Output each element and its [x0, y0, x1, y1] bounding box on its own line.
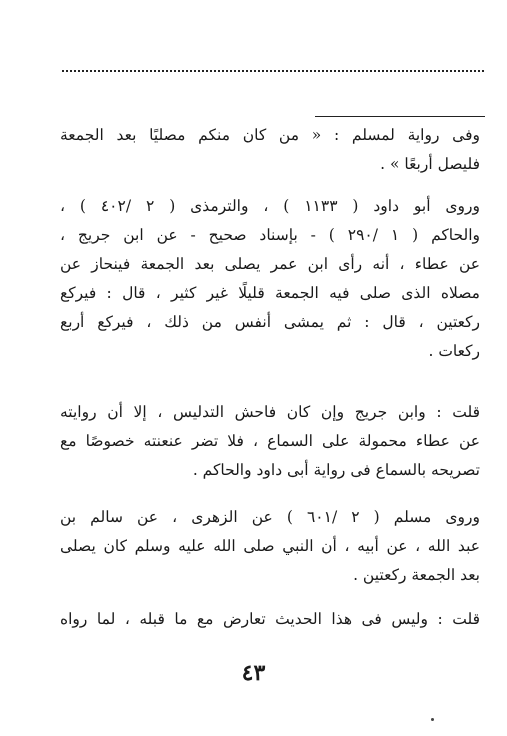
page-number: ٤٣ [241, 660, 266, 686]
paragraph-muslim-zuhri-narration [60, 503, 480, 590]
text-line: عبد الله ، عن أبيه ، أن النبي صلى الله عليه وسلم كان يصلى [60, 537, 480, 555]
text-line: فليصل أربعًا » . [380, 155, 480, 173]
text-line: عن عطاء محمولة على السماع ، فلا تضر عنعنته خصوصًا مع [60, 432, 480, 450]
paragraph-muslim-narration [60, 121, 480, 179]
paragraph-ibn-jurayj-comment [60, 398, 480, 485]
text-line: ركعات . [428, 342, 480, 360]
scan-speck [431, 718, 434, 721]
text-line: وروى مسلم ( ٢ /٦٠١ ) عن الزهرى ، عن سالم بن [60, 508, 480, 526]
text-line: بعد الجمعة ركعتين . [353, 566, 480, 584]
text-line: تصريحه بالسماع فى رواية أبى داود والحاكم . [192, 461, 480, 479]
section-rule [315, 116, 485, 117]
header-dotted-rule [62, 70, 484, 72]
text-line: ركعتين ، قال : ثم يمشى أنفس من ذلك ، فيركع أربع [60, 313, 480, 331]
text-line: وفى رواية لمسلم : « من كان منكم مصليًا بعد الجمعة [60, 126, 480, 144]
paragraph-abu-dawud-narration [60, 192, 480, 366]
text-line: عن عطاء ، أنه رأى ابن عمر يصلى بعد الجمعة فينحاز عن [60, 255, 480, 273]
text-line: قلت : وابن جريج وإن كان فاحش التدليس ، إلا أن روايته [60, 403, 480, 421]
text-line: والحاكم ( ١ /٢٩٠ ) - بإسناد صحيح - عن ابن جريج ، [60, 226, 480, 244]
paragraph-no-contradiction-comment [60, 605, 480, 634]
text-line: قلت : وليس فى هذا الحديث تعارض مع ما قبله ، لما رواه [60, 610, 480, 628]
text-line: مصلاه الذى صلى فيه الجمعة قليلًا غير كثير ، قال : فيركع [60, 284, 480, 302]
text-line: وروى أبو داود ( ١١٣٣ ) ، والترمذى ( ٢ /٤٠٢ ) ، [60, 197, 480, 215]
